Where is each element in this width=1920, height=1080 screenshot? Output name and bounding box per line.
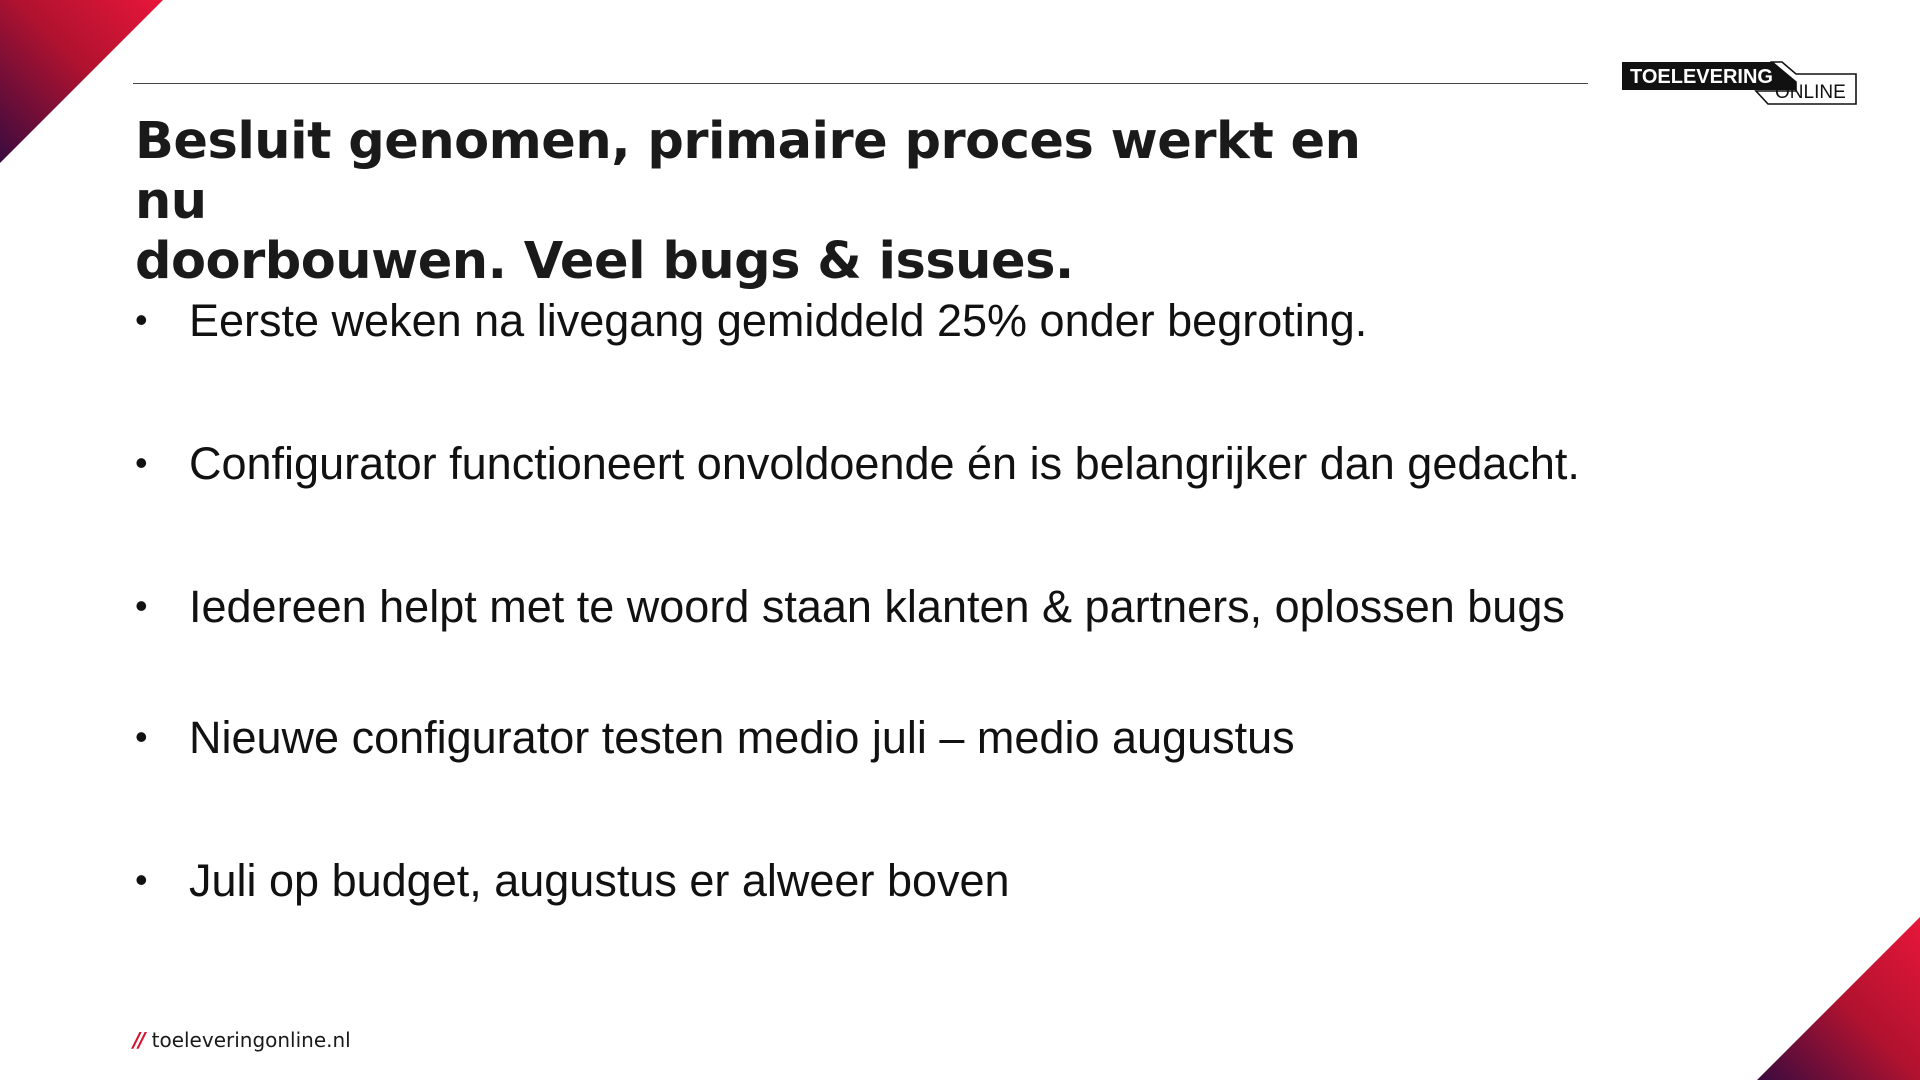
bullet-text: Nieuwe configurator testen medio juli – medio augustus [189,712,1295,763]
bullet-item [135,854,1010,907]
bullet-marker: • [135,585,148,626]
logo-secondary-text: ONLINE [1775,82,1846,103]
footer-website-link[interactable]: toeleveringonline.nl [151,1028,351,1052]
header-divider [133,83,1588,84]
slide-title [135,112,1435,292]
bullet-marker: • [135,716,148,757]
slide-title-line-2: doorbouwen. Veel bugs & issues. [135,232,1074,291]
corner-decoration-bottom-right [1755,915,1920,1080]
toelevering-online-logo [1620,60,1860,108]
bullet-marker: • [135,859,148,900]
bullet-marker: • [135,299,148,340]
bullet-item [135,294,1367,347]
bullet-item [135,580,1565,633]
bullet-marker: • [135,442,148,483]
bullet-item [135,711,1295,764]
bullet-text: Eerste weken na livegang gemiddeld 25% onder begroting. [189,295,1368,346]
bullet-text: Configurator functioneert onvoldoende én is belangrijker dan gedacht. [189,438,1580,489]
bullet-item [135,437,1580,490]
footer [133,1028,351,1052]
bullet-text: Iedereen helpt met te woord staan klanten & partners, oplossen bugs [189,581,1565,632]
bullet-text: Juli op budget, augustus er alweer boven [189,855,1010,906]
footer-slashes-icon: // [133,1028,144,1052]
slide-title-line-1: Besluit genomen, primaire proces werkt en nu [135,112,1361,231]
logo-primary-text: TOELEVERING [1630,66,1773,88]
